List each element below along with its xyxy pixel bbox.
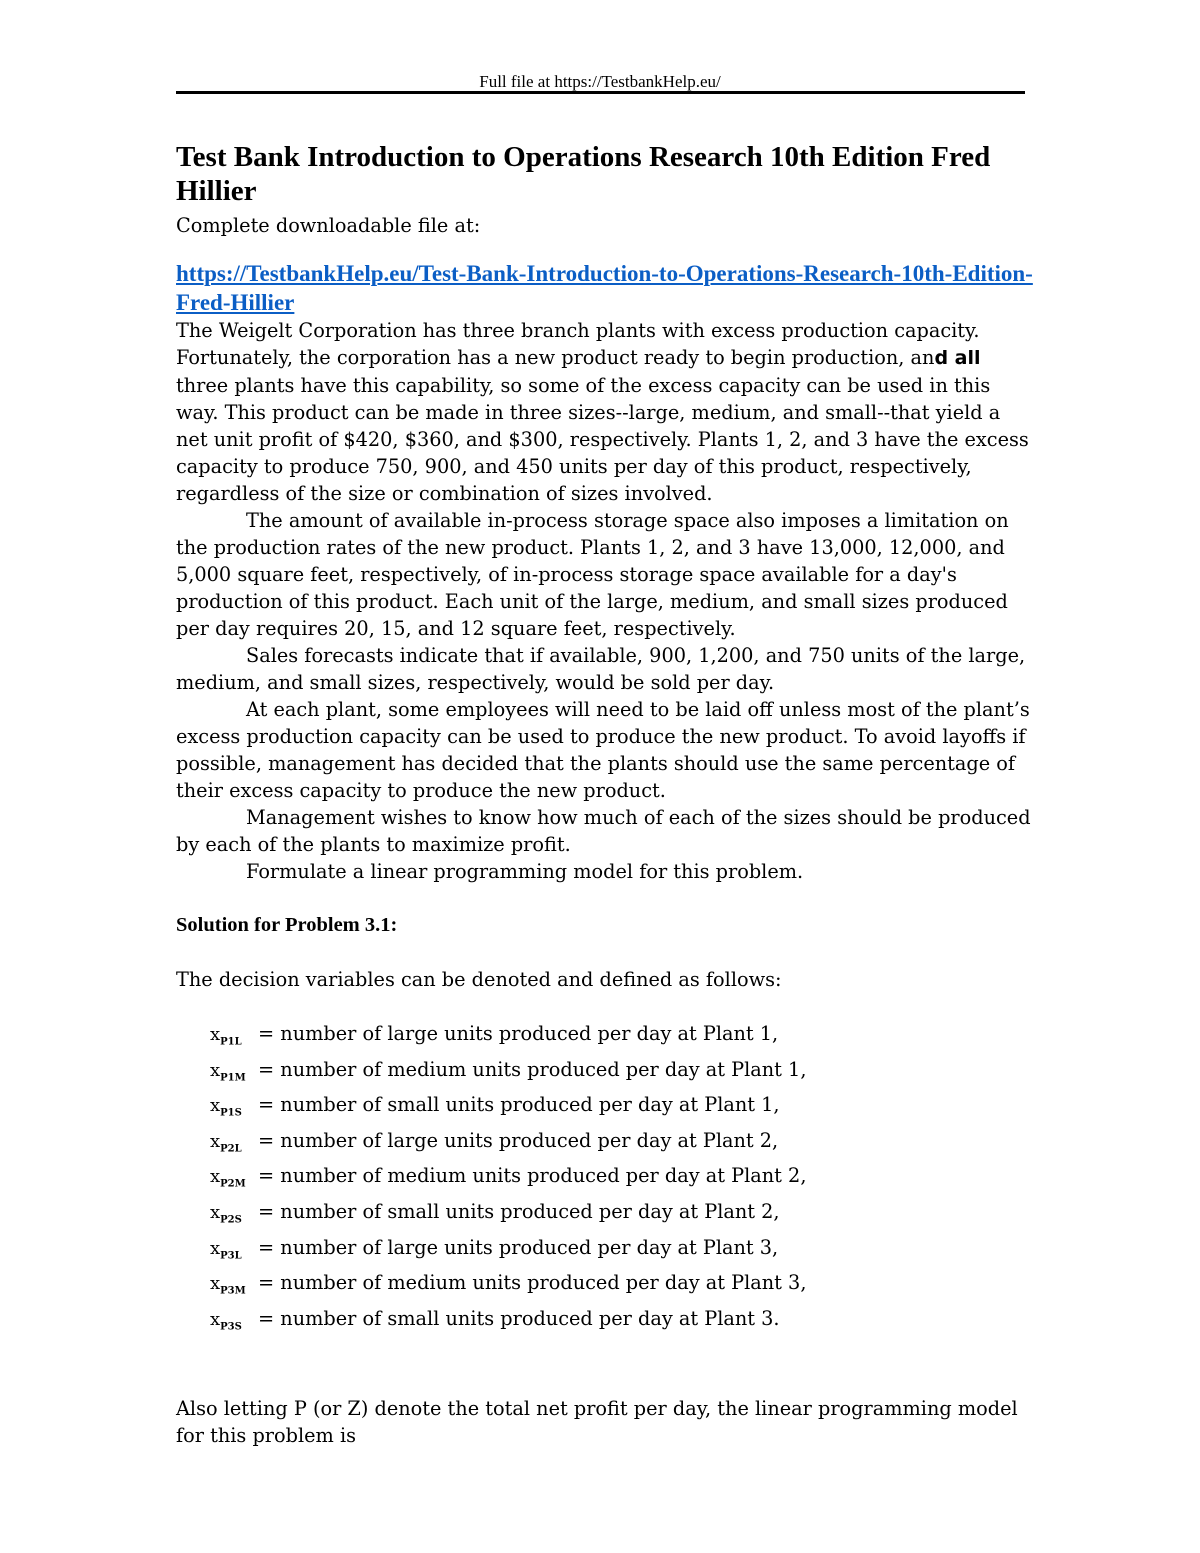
variable-symbol [210, 1021, 258, 1056]
download-caption: Complete downloadable file at: [176, 214, 481, 237]
variable-symbol [210, 1092, 258, 1127]
variable-definition: = number of medium units produced per day at Plant 3, [258, 1271, 807, 1295]
variable-definition: = number of medium units produced per day at Plant 2, [258, 1164, 807, 1188]
download-link[interactable]: https://TestbankHelp.eu/Test-Bank-Introduction-to-Operations-Research-10th-Edition-Fred-Hillier [176, 261, 1033, 315]
variable-subscript: P3S [220, 1321, 242, 1333]
document-body [176, 140, 1036, 1449]
decision-variable-row [210, 1127, 1036, 1163]
variable-subscript: P3L [220, 1250, 242, 1262]
variable-definition: = number of small units produced per day at Plant 1, [258, 1093, 780, 1117]
solution-closing: Also letting P (or Z) denote the total net profit per day, the linear programming model for this problem is [176, 1397, 1018, 1448]
variable-base: x [210, 1166, 221, 1188]
decision-variable-list [176, 1020, 1036, 1340]
variable-definition: = number of large units produced per day at Plant 2, [258, 1128, 779, 1152]
problem-paragraph-1 [176, 317, 1036, 507]
variable-definition: = number of medium units produced per day at Plant 1, [258, 1057, 807, 1081]
variable-definition: = number of small units produced per day at Plant 3. [258, 1306, 780, 1330]
variable-definition: = number of large units produced per day at Plant 3, [258, 1235, 779, 1259]
variable-base: x [210, 1273, 221, 1295]
variable-symbol [210, 1270, 258, 1305]
variable-base: x [210, 1095, 221, 1117]
problem-paragraph-1-bold: d all [934, 347, 981, 369]
problem-paragraph-2: The amount of available in-process storage space also imposes a limitation on the production rates of the new product. Plants 1, 2, and 3 have 13,000, 12,000, and 5,000 square feet, respectively, of in-process storage space available for a day's production of this product. Each unit of the large, medium, and small sizes produced per day requires 20, 15, and 12 square feet, respectively. [176, 509, 1009, 640]
decision-variable-row [210, 1056, 1036, 1092]
variable-symbol [210, 1128, 258, 1163]
decision-variable-row [210, 1269, 1036, 1305]
variable-subscript: P2L [220, 1143, 242, 1155]
decision-variable-row [210, 1091, 1036, 1127]
variable-base: x [210, 1059, 221, 1081]
variable-definition: = number of large units produced per day at Plant 1, [258, 1022, 779, 1045]
variable-subscript: P2S [220, 1214, 242, 1226]
problem-paragraph-6: Formulate a linear programming model for this problem. [246, 860, 804, 883]
variable-symbol [210, 1235, 258, 1270]
variable-subscript: P2M [220, 1178, 246, 1190]
decision-variable-row [210, 1198, 1036, 1234]
decision-variable-row [210, 1305, 1036, 1341]
page-header: Full file at https://TestbankHelp.eu/ [479, 72, 721, 91]
decision-variable-row [210, 1234, 1036, 1270]
variable-subscript: P1S [220, 1107, 242, 1119]
variable-base: x [210, 1201, 221, 1223]
variable-symbol [210, 1057, 258, 1092]
variable-base: x [210, 1024, 221, 1045]
problem-paragraph-3: Sales forecasts indicate that if available, 900, 1,200, and 750 units of the large, medium, and small sizes, respectively, would be sold per day. [176, 644, 1026, 694]
decision-variable-row [210, 1162, 1036, 1198]
header-rule [176, 91, 1025, 94]
problem-paragraph-1-text-b: three plants have this capability, so some of the excess capacity can be used in this way. This product can be made in three sizes--large, medium, and small--that yield a net unit profit of $420, $360, and $300, respectively. Plants 1, 2, and 3 have the excess capacity to produce 750, 900, and 450 units per day of this product, respectively, regardless of the size or combination of sizes involved. [176, 374, 1029, 505]
problem-paragraph-5: Management wishes to know how much of each of the sizes should be produced by each of the plants to maximize profit. [176, 806, 1031, 856]
solution-heading: Solution for Problem 3.1: [176, 914, 398, 936]
variable-symbol [210, 1163, 258, 1198]
variable-base: x [210, 1237, 221, 1259]
variable-symbol [210, 1199, 258, 1234]
problem-paragraph-1-text-a: The Weigelt Corporation has three branch plants with excess production capacity. Fortunately, the corporation has a new product ready to begin production, an [176, 319, 980, 369]
solution-intro: The decision variables can be denoted and defined as follows: [176, 968, 782, 991]
variable-base: x [210, 1130, 221, 1152]
variable-subscript: P3M [220, 1285, 246, 1297]
variable-definition: = number of small units produced per day at Plant 2, [258, 1199, 780, 1223]
variable-subscript: P1M [220, 1072, 246, 1084]
problem-paragraph-4: At each plant, some employees will need to be laid off unless most of the plant’s excess production capacity can be used to produce the new product. To avoid layoffs if possible, management has decided that the plants should use the same percentage of their excess capacity to produce the new product. [176, 698, 1030, 802]
variable-base: x [210, 1308, 221, 1330]
variable-subscript: P1L [220, 1036, 242, 1048]
document-title: Test Bank Introduction to Operations Research 10th Edition Fred Hillier [176, 141, 991, 207]
variable-symbol [210, 1306, 258, 1341]
decision-variable-row [210, 1020, 1036, 1056]
